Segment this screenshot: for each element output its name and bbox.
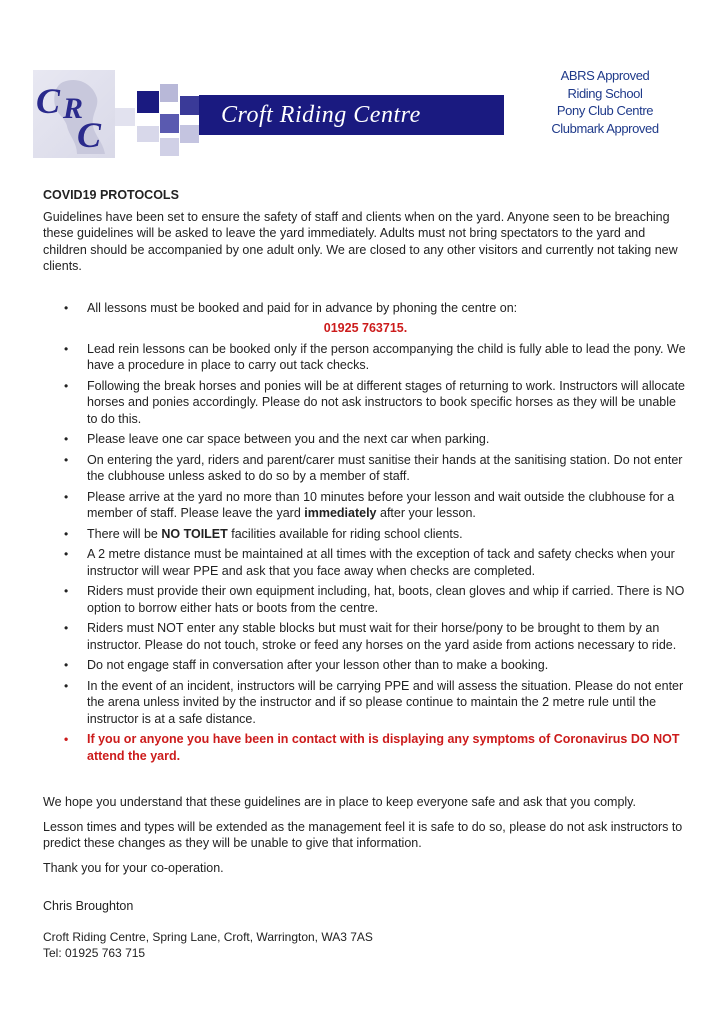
closing-paragraph: We hope you understand that these guidelines are in place to keep everyone safe and ask that you comply. xyxy=(43,795,636,809)
bullet-icon: • xyxy=(64,300,69,315)
bullet-icon: • xyxy=(64,547,69,561)
bullet-icon: • xyxy=(64,732,69,746)
bullet-icon: • xyxy=(64,678,69,693)
bullet-icon: • xyxy=(64,432,69,446)
list-item: • On entering the yard, riders and parent/carer must sanitise their hands at the sanitising station. Do not enter the clubhouse unless asked to do so by a member of staff. xyxy=(64,452,683,483)
telephone-line: Tel: 01925 763 715 xyxy=(43,945,146,960)
closing-paragraph: Lesson times and types will be extended as the management feel it is safe to do so, please do not ask instructors to predict these changes as they will be unable to give that information. xyxy=(43,819,683,850)
symptoms-warning: • If you or anyone you have been in contact with is displaying any symptoms of Coronavirus DO NOT attend the yard. xyxy=(64,732,680,763)
list-item: • All lessons must be booked and paid for in advance by phoning the centre on: xyxy=(64,300,518,315)
address-block xyxy=(43,929,688,961)
protocol-list xyxy=(43,300,688,765)
thank-you: Thank you for your co-operation. xyxy=(43,860,224,875)
address-line: Croft Riding Centre, Spring Lane, Croft, Warrington, WA3 7AS xyxy=(43,929,373,944)
list-item: • Do not engage staff in conversation after your lesson other than to make a booking. xyxy=(64,658,549,672)
bullet-icon: • xyxy=(64,658,69,672)
approvals-list xyxy=(530,67,680,137)
bullet-icon: • xyxy=(64,489,69,504)
intro-paragraph: Guidelines have been set to ensure the safety of staff and clients when on the yard. Anyone seen to be breaching these guidelines will be asked to leave the yard immediately. Adults must not bring spectators to the yard and children should be accompanied by one adult only. We are closed to any other visitors and currently not taking new clients. xyxy=(43,209,678,273)
bullet-icon: • xyxy=(64,584,69,598)
bullet-icon: • xyxy=(64,526,69,541)
bullet-icon: • xyxy=(64,452,69,467)
approval-abrs: ABRS Approved xyxy=(560,68,650,83)
list-item: • Riders must provide their own equipment including, hat, boots, clean gloves and whip if carried. There is NO option to borrow either hats or boots from the centre. xyxy=(64,584,685,615)
closing-section xyxy=(43,794,688,876)
bullet-icon: • xyxy=(64,341,69,356)
approval-pony-club: Pony Club Centre xyxy=(556,103,654,118)
list-item: • Please arrive at the yard no more than 10 minutes before your lesson and wait outside the clubhouse for a member of staff. Please leave the yard immediately after your lesson. xyxy=(64,489,675,520)
document-body xyxy=(43,187,688,961)
list-item: • A 2 metre distance must be maintained at all times with the exception of tack and safety checks when your instructor will wear PPE and ask that you face away when checks are completed. xyxy=(64,547,675,578)
crc-logo xyxy=(33,70,115,158)
phone-number: 01925 763715. xyxy=(323,321,408,335)
approval-riding-school: Riding School xyxy=(567,85,643,101)
logo-letter-r: R xyxy=(63,92,84,125)
bullet-icon: • xyxy=(64,621,69,635)
approval-clubmark: Clubmark Approved xyxy=(551,120,659,136)
signature-name: Chris Broughton xyxy=(43,899,134,913)
logo-letter-c2: C xyxy=(77,115,102,155)
brand-name: Croft Riding Centre xyxy=(221,102,421,128)
list-item: • Following the break horses and ponies will be at different stages of returning to work. Instructors will allocate horses and ponies accordingly. Please do not ask instructors to book specific horses as they will be unable to do this. xyxy=(64,378,685,426)
list-item: • In the event of an incident, instructors will be carrying PPE and will assess the situation. Please do not enter the arena unless invited by the instructor and if so please continue to maintain the 2 metre rule until the instructor is at a safe distance. xyxy=(64,678,684,726)
page-title: COVID19 PROTOCOLS xyxy=(43,188,179,202)
list-item: • Riders must NOT enter any stable blocks but must wait for their horse/pony to be brought to them by an instructor. Please do not touch, stroke or feed any horses on the yard aside from actions necessary to ride. xyxy=(64,621,677,652)
bullet-icon: • xyxy=(64,378,69,393)
list-item: • There will be NO TOILET facilities available for riding school clients. xyxy=(64,526,463,541)
list-item: • Lead rein lessons can be booked only if the person accompanying the child is fully able to lead the pony. We have a procedure in place to carry out tack checks. xyxy=(64,341,686,372)
list-item: • Please leave one car space between you and the next car when parking. xyxy=(64,432,490,446)
letterhead xyxy=(0,0,724,175)
logo-letter-c1: C xyxy=(36,81,61,121)
